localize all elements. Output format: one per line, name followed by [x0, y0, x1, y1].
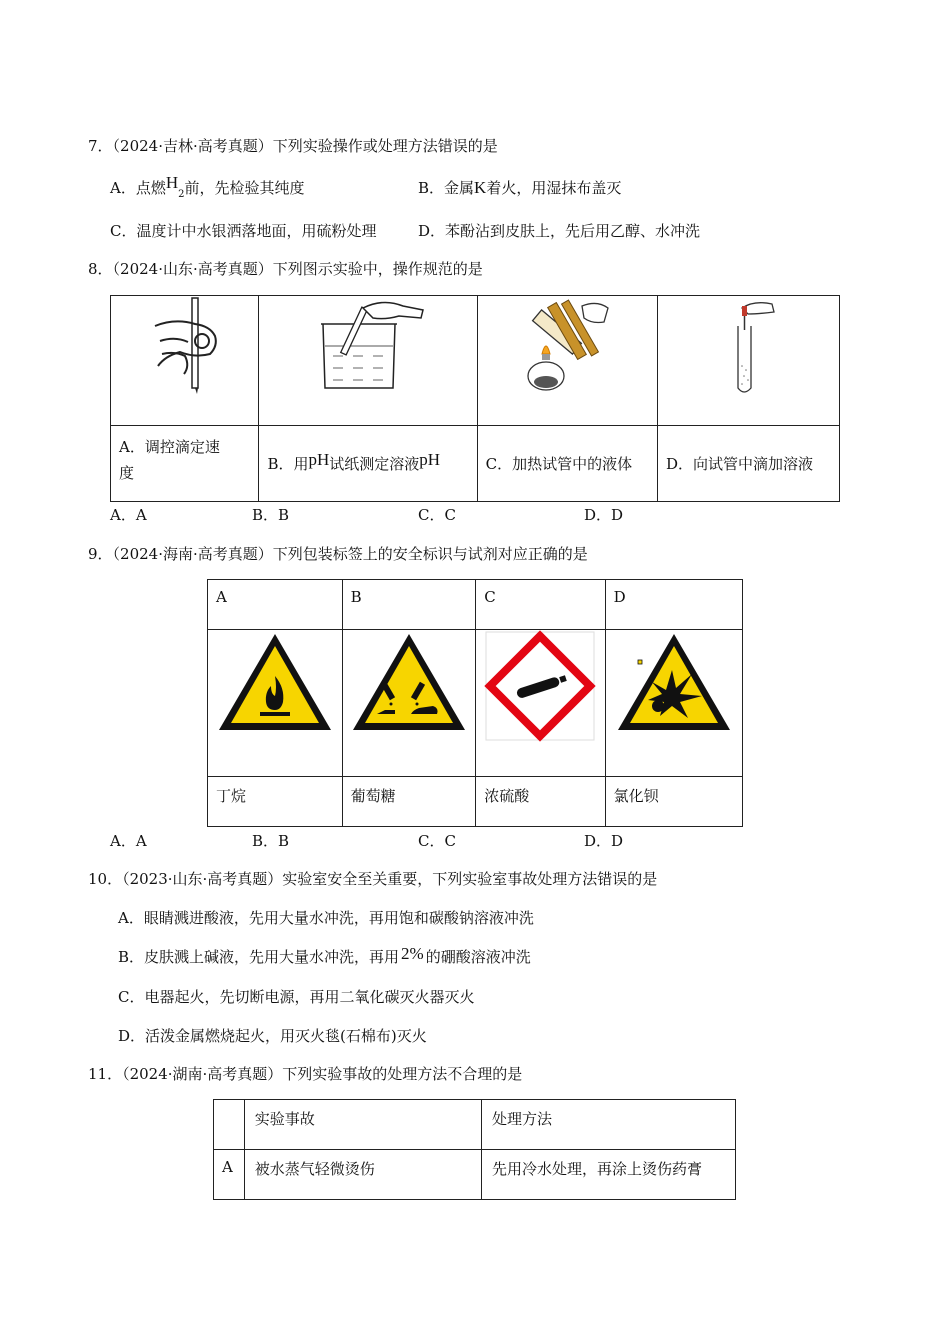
q8-image-b-cell	[259, 296, 477, 426]
q8-stem: 8．（2024·山东·高考真题）下列图示实验中，操作规范的是	[88, 260, 483, 278]
q9-option-c: C．C	[418, 832, 456, 850]
q7-a-pre: A．点燃	[110, 179, 166, 197]
q8-option-a: A．A	[110, 506, 147, 524]
q11-header-accident: 实验事故	[244, 1100, 481, 1150]
q8-label-c: C．加热试管中的液体	[485, 455, 633, 473]
q8-image-d-cell	[658, 296, 840, 426]
q9-option-d: D．D	[584, 832, 624, 850]
q11-header-blank	[214, 1100, 245, 1150]
q7-option-b	[418, 177, 621, 198]
q8-image-a-cell	[111, 296, 259, 426]
q8-label-a-line1: A．调控滴定速	[119, 438, 220, 456]
q11-header-method: 处理方法	[481, 1100, 735, 1150]
q8-option-c: C．C	[418, 506, 456, 524]
q9-header-d: D	[605, 580, 742, 630]
q7-stem: 7．（2024·吉林·高考真题）下列实验操作或处理方法错误的是	[88, 137, 498, 155]
q9-reagent-d: 氯化钡	[605, 777, 742, 827]
q7-option-a	[110, 173, 305, 200]
q7-a-post: 前，先检验其纯度	[184, 179, 305, 197]
q10-stem: 10．（2023·山东·高考真题）实验室安全至关重要，下列实验室事故处理方法错误的是	[88, 870, 658, 888]
q9-reagent-b: 葡萄糖	[342, 777, 476, 827]
q9-reagent-c: 浓硫酸	[476, 777, 605, 827]
q8-option-d: D．D	[584, 506, 624, 524]
q8-label-d: D．向试管中滴加溶液	[666, 455, 814, 473]
gas-cylinder-ghs-icon	[476, 630, 604, 742]
q9-reagent-a: 丁烷	[208, 777, 343, 827]
q11-row-accident: 被水蒸气轻微烫伤	[244, 1150, 481, 1200]
q11-table	[213, 1099, 736, 1200]
q7-b-k: K	[474, 178, 487, 197]
q8-option-b: B．B	[252, 506, 290, 524]
q8-label-b-cell	[259, 426, 477, 502]
q11-row-label: A	[214, 1150, 245, 1200]
q11-stem: 11．（2024·湖南·高考真题）下列实验事故的处理方法不合理的是	[88, 1065, 523, 1083]
dropper-test-tube-illustration	[658, 296, 839, 396]
q7-b-post: 着火，用湿抹布盖灭	[486, 179, 622, 197]
q10-option-a: A．眼睛溅进酸液，先用大量水冲洗，再用饱和碳酸钠溶液冲洗	[118, 909, 534, 927]
q8-table	[110, 295, 840, 502]
q8-label-b-mid: 试纸测定溶液	[329, 455, 420, 473]
q9-image-c-cell	[476, 630, 605, 777]
q10-option-d: D．活泼金属燃烧起火，用灭火毯(石棉布)灭火	[118, 1027, 427, 1045]
q8-label-a-line2: 度	[119, 464, 135, 482]
q9-table	[207, 579, 743, 827]
q9-header-a: A	[208, 580, 343, 630]
beaker-ph-paper-illustration	[259, 296, 476, 396]
q7-option-d: D．苯酚沾到皮肤上，先后用乙醇、水冲洗	[418, 222, 701, 240]
q9-image-d-cell	[605, 630, 742, 777]
q9-image-b-cell	[342, 630, 476, 777]
q8-label-b-pre: B．用	[267, 455, 309, 473]
q9-header-b: B	[342, 580, 476, 630]
q9-stem: 9．（2024·海南·高考真题）下列包装标签上的安全标识与试剂对应正确的是	[88, 545, 588, 563]
q7-a-formula: H	[165, 173, 179, 192]
q7-a-sub: 2	[178, 189, 185, 200]
explosive-warning-icon	[606, 630, 742, 734]
q8-image-c-cell	[477, 296, 657, 426]
corrosive-warning-icon	[343, 630, 476, 734]
q8-label-b-ph2: pH	[419, 450, 441, 469]
q9-option-a: A．A	[110, 832, 147, 850]
q9-header-c: C	[476, 580, 605, 630]
q8-label-d-cell	[658, 426, 840, 502]
q10-option-b	[118, 946, 531, 967]
q10-option-c: C．电器起火，先切断电源，再用二氧化碳灭火器灭火	[118, 988, 475, 1006]
flammable-warning-icon	[208, 630, 342, 734]
heating-test-tube-illustration	[478, 296, 657, 396]
q9-image-a-cell	[208, 630, 343, 777]
q10-b-pre: B．皮肤溅上碱液，先用大量水冲洗，再用	[118, 948, 400, 966]
q11-row-method: 先用冷水处理，再涂上烫伤药膏	[481, 1150, 735, 1200]
q8-label-c-cell	[477, 426, 657, 502]
q9-option-b: B．B	[252, 832, 290, 850]
q7-b-pre: B．金属	[418, 179, 475, 197]
q7-option-c: C．温度计中水银洒落地面，用硫粉处理	[110, 222, 377, 240]
burette-hand-illustration	[111, 296, 258, 396]
q10-b-post: 的硼酸溶液冲洗	[425, 948, 531, 966]
q8-label-a-cell	[111, 426, 259, 502]
q8-label-b-ph1: pH	[308, 450, 330, 469]
q10-b-pct: 2%	[401, 944, 424, 963]
